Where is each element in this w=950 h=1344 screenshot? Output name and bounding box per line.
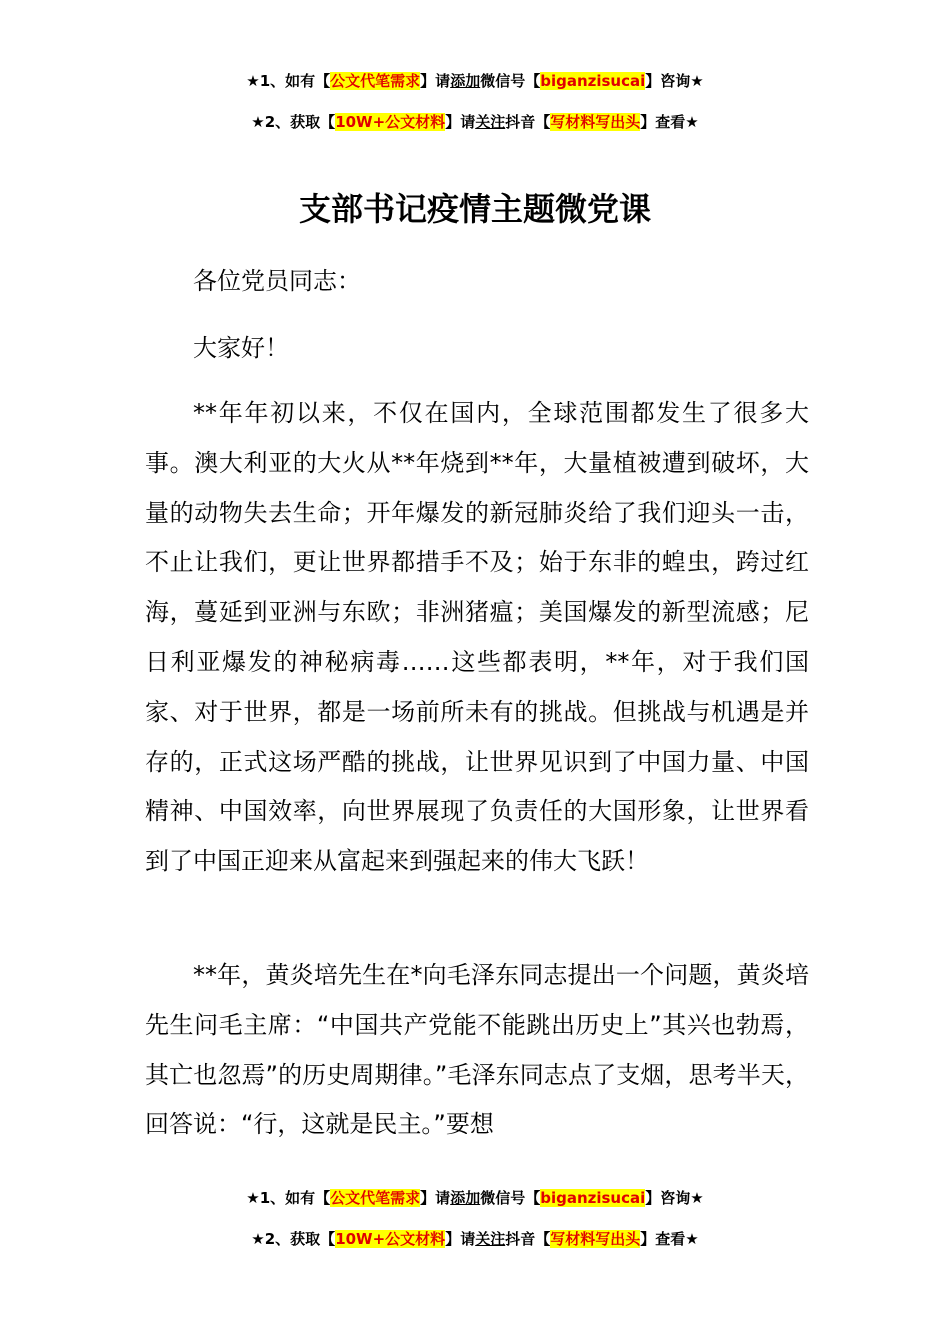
banner-wechat-id: biganzisucai — [540, 1189, 646, 1207]
banner-prefix: ★1、如有【 — [246, 72, 331, 90]
banner-prefix: ★2、获取【 — [251, 1230, 336, 1248]
banner-wechat-id: biganzisucai — [540, 72, 646, 90]
banner-suffix: 】咨询★ — [645, 1189, 704, 1207]
bottom-banner-line-2 — [0, 1228, 950, 1250]
banner-text: 】请 — [445, 113, 476, 131]
banner-highlight: 公文代笔需求 — [330, 72, 421, 90]
banner-highlight: 公文代笔需求 — [330, 1189, 421, 1207]
banner-text: 】请 — [420, 72, 451, 90]
banner-prefix: ★2、获取【 — [251, 113, 336, 131]
banner-emphasis: 添加 — [450, 72, 481, 90]
banner-suffix: 】查看★ — [640, 113, 699, 131]
banner-text: 微信号【 — [480, 72, 541, 90]
banner-highlight: 10W+公文材料 — [335, 113, 446, 131]
banner-emphasis: 添加 — [450, 1189, 481, 1207]
banner-prefix: ★1、如有【 — [246, 1189, 331, 1207]
banner-highlight: 10W+公文材料 — [335, 1230, 446, 1248]
paragraph-salutation: 各位党员同志： — [193, 267, 361, 295]
top-banner-line-2 — [0, 111, 950, 133]
banner-douyin-id: 写材料写出头 — [550, 113, 641, 131]
document-title: 支部书记疫情主题微党课 — [298, 190, 651, 228]
paragraph-body-1: **年年初以来，不仅在国内，全球范围都发生了很多大事。澳大利亚的大火从**年烧到**年，大量植被遭到破坏，大量的动物失去生命；开年爆发的新冠肺炎给了我们迎头一击，不止让我们，更让世界都措手不及；始于东非的蝗虫，跨过红海，蔓延到亚洲与东欧；非洲猪瘟；美国爆发的新型流感；尼日利亚爆发的神秘病毒……这些都表明，**年，对于我们国家、对于世界，都是一场前所未有的挑战。但挑战与机遇是并存的，正式这场严酷的挑战，让世界见识到了中国力量、中国精神、中国效率，向世界展现了负责任的大国形象，让世界看到了中国正迎来从富起来到强起来的伟大飞跃！ — [145, 399, 809, 876]
banner-suffix: 】查看★ — [640, 1230, 699, 1248]
top-banner-line-1 — [0, 70, 950, 92]
banner-emphasis: 关注 — [475, 113, 506, 131]
banner-text: 】请 — [445, 1230, 476, 1248]
banner-emphasis: 关注 — [475, 1230, 506, 1248]
paragraph-greeting: 大家好！ — [193, 334, 289, 362]
banner-suffix: 】咨询★ — [645, 72, 704, 90]
banner-text: 】请 — [420, 1189, 451, 1207]
bottom-banner-line-1 — [0, 1187, 950, 1209]
banner-text: 抖音【 — [505, 113, 551, 131]
banner-douyin-id: 写材料写出头 — [550, 1230, 641, 1248]
banner-text: 微信号【 — [480, 1189, 541, 1207]
banner-text: 抖音【 — [505, 1230, 551, 1248]
paragraph-body-2: **年，黄炎培先生在*向毛泽东同志提出一个问题，黄炎培先生问毛主席：“中国共产党能不能跳出历史上”其兴也勃焉，其亡也忽焉”的历史周期律。”毛泽东同志点了支烟，思考半天，回答说：“行，这就是民主。”要想 — [145, 961, 809, 1139]
